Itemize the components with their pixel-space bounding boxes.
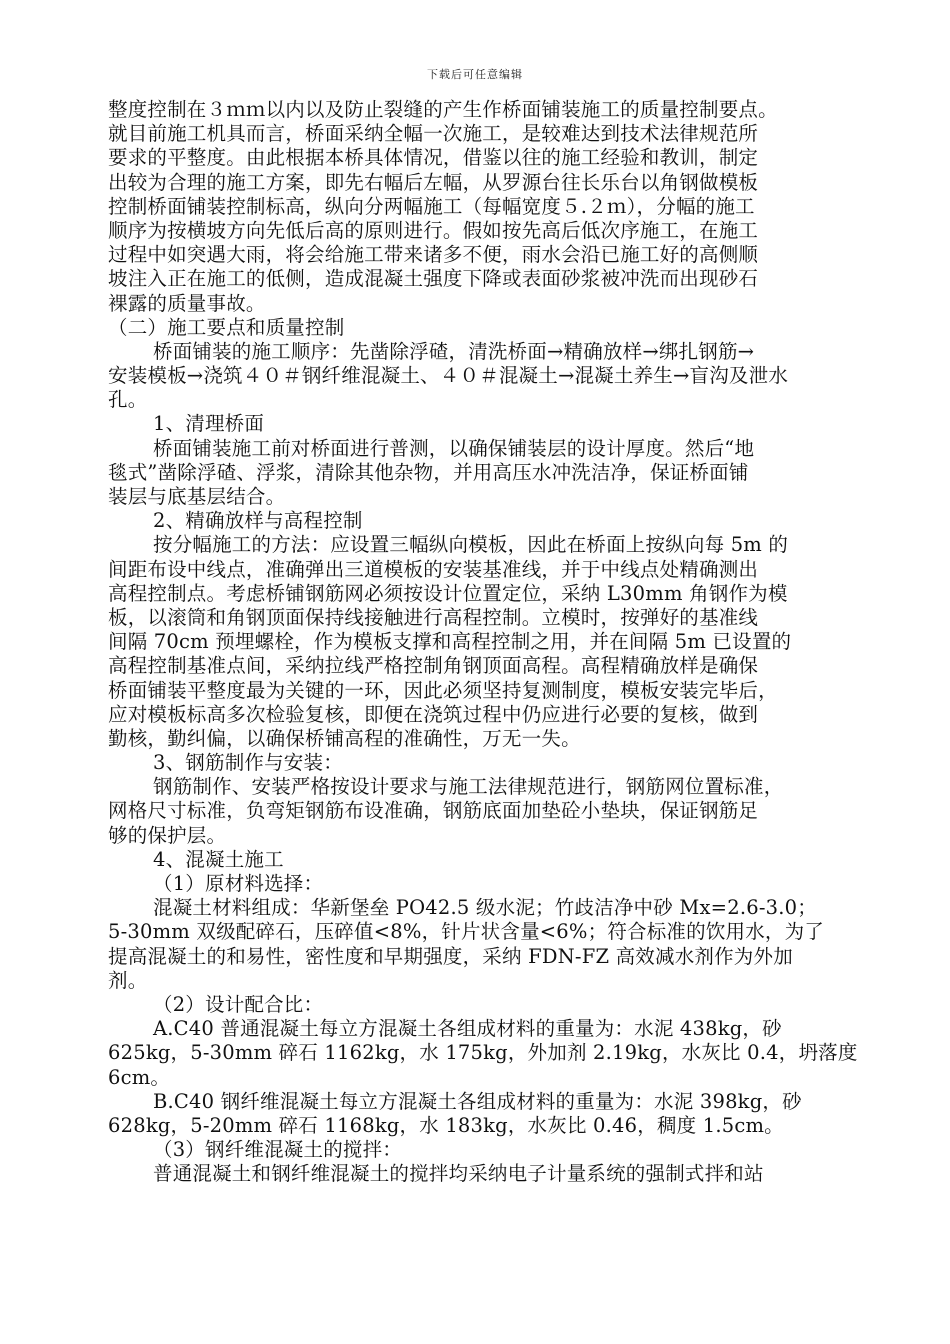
- text-line: 桥面铺装平整度最为关键的一环，因此必须坚持复测制度，模板安装完毕后，: [108, 678, 778, 702]
- text-line: 出较为合理的施工方案，即先右幅后左幅，从罗源台往长乐台以角钢做模板: [108, 170, 759, 194]
- text-line: 安装模板→浇筑４０＃钢纤维混凝土、４０＃混凝土→混凝土养生→盲沟及泄水: [108, 364, 789, 388]
- text-line: 裸露的质量事故。: [108, 291, 266, 315]
- text-line: 过程中如突遇大雨，将会给施工带来诸多不便，雨水会沿已施工好的高侧顺: [108, 243, 759, 267]
- text-line: 混凝土材料组成：华新堡垒 PO42.5 级水泥；竹歧洁净中砂 Mx=2.6-3.0；: [153, 896, 817, 920]
- text-line: 就目前施工机具而言，桥面采纳全幅一次施工，是较难达到技术法律规范所: [108, 122, 759, 146]
- text-line: 桥面铺装的施工顺序：先凿除浮碴，清洗桥面→精确放样→绑扎钢筋→: [153, 339, 755, 363]
- text-line: B.C40 钢纤维混凝土每立方混凝土各组成材料的重量为：水泥 398kg，砂: [153, 1089, 802, 1113]
- sub-item-heading: （2）设计配合比：: [153, 992, 324, 1016]
- text-line: 孔。: [108, 388, 148, 412]
- text-line: 装层与底基层结合。: [108, 485, 286, 508]
- text-line: 桥面铺装施工前对桥面进行普测，以确保铺装层的设计厚度。然后“地: [153, 436, 755, 460]
- header-note: 下载后可任意编辑: [427, 68, 523, 81]
- text-line: 坡注入正在施工的低侧，造成混凝土强度下降或表面砂浆被冲洗而出现砂石: [108, 267, 759, 291]
- text-line: 要求的平整度。由此根据本桥具体情况，借鉴以往的施工经验和教训，制定: [108, 146, 759, 170]
- text-line: 控制桥面铺装控制标高，纵向分两幅施工（每幅宽度５.２ｍ），分幅的施工: [108, 194, 755, 218]
- text-line: 按分幅施工的方法：应设置三幅纵向模板，因此在桥面上按纵向每 5m 的: [153, 533, 789, 557]
- subsection-heading: 2、精确放样与高程控制: [153, 509, 363, 533]
- body-text: [108, 98, 868, 1186]
- text-line: 间距布设中线点，准确弹出三道模板的安装基准线，并于中线点处精确测出: [108, 557, 759, 581]
- text-line: 高程控制点。考虑桥铺钢筋网必须按设计位置定位，采纳 L30mm 角钢作为模: [108, 581, 788, 605]
- subsection-heading: 4、混凝土施工: [153, 847, 284, 871]
- text-line: A.C40 普通混凝土每立方混凝土各组成材料的重量为：水泥 438kg，砂: [153, 1017, 782, 1041]
- text-line: 勤核，勤纠偏，以确保桥铺高程的准确性，万无一失。: [108, 726, 581, 750]
- text-line: 高程控制基准点间，采纳拉线严格控制角钢顶面高程。高程精确放样是确保: [108, 654, 759, 678]
- sub-item-heading: （3）钢纤维混凝土的搅拌：: [153, 1138, 403, 1162]
- text-line: 毯式”凿除浮碴、浮浆，清除其他杂物，并用高压水冲洗洁净，保证桥面铺: [108, 460, 749, 484]
- subsection-heading: 3、钢筋制作与安装：: [153, 751, 343, 775]
- text-line: 628kg，5-20mm 碎石 1168kg，水 183kg，水灰比 0.46，稠度 1.5cm。: [108, 1113, 784, 1137]
- text-line: 板，以滚筒和角钢顶面保持线接触进行高程控制。立模时，按弹好的基准线: [108, 605, 759, 629]
- text-line: 6cm。: [108, 1065, 171, 1089]
- sub-item-heading: （1）原材料选择：: [153, 872, 324, 895]
- text-line: 625kg，5-30mm 碎石 1162kg，水 175kg，外加剂 2.19kg，水灰比 0.4，坍落度: [108, 1041, 858, 1065]
- text-line: 应对模板标高多次检验复核，即便在浇筑过程中仍应进行必要的复核，做到: [108, 702, 759, 726]
- text-line: 整度控制在３ｍｍ以内以及防止裂缝的产生作桥面铺装施工的质量控制要点。: [108, 98, 778, 121]
- text-line: 够的保护层。: [108, 823, 227, 847]
- text-line: 间隔 70cm 预埋螺栓，作为模板支撑和高程控制之用，并在间隔 5m 已设置的: [108, 630, 792, 654]
- text-line: 剂。: [108, 968, 148, 992]
- subsection-heading: 1、清理桥面: [153, 412, 265, 436]
- text-line: 提高混凝土的和易性，密性度和早期强度，采纳 FDN-FZ 高效减水剂作为外加: [108, 944, 793, 968]
- text-line: 顺序为按横坡方向先低后高的原则进行。假如按先高后低次序施工，在施工: [108, 218, 759, 242]
- text-line: 钢筋制作、安装严格按设计要求与施工法律规范进行，钢筋网位置标准，: [153, 775, 784, 799]
- text-line: 5-30mm 双级配碎石，压碎值<8%，针片状含量<6%；符合标准的饮用水，为了: [108, 920, 825, 944]
- text-line: 网格尺寸标准，负弯矩钢筋布设准确，钢筋底面加垫砼小垫块，保证钢筋足: [108, 799, 759, 823]
- section-heading: （二）施工要点和质量控制: [108, 315, 345, 339]
- text-line: 普通混凝土和钢纤维混凝土的搅拌均采纳电子计量系统的强制式拌和站: [153, 1162, 764, 1186]
